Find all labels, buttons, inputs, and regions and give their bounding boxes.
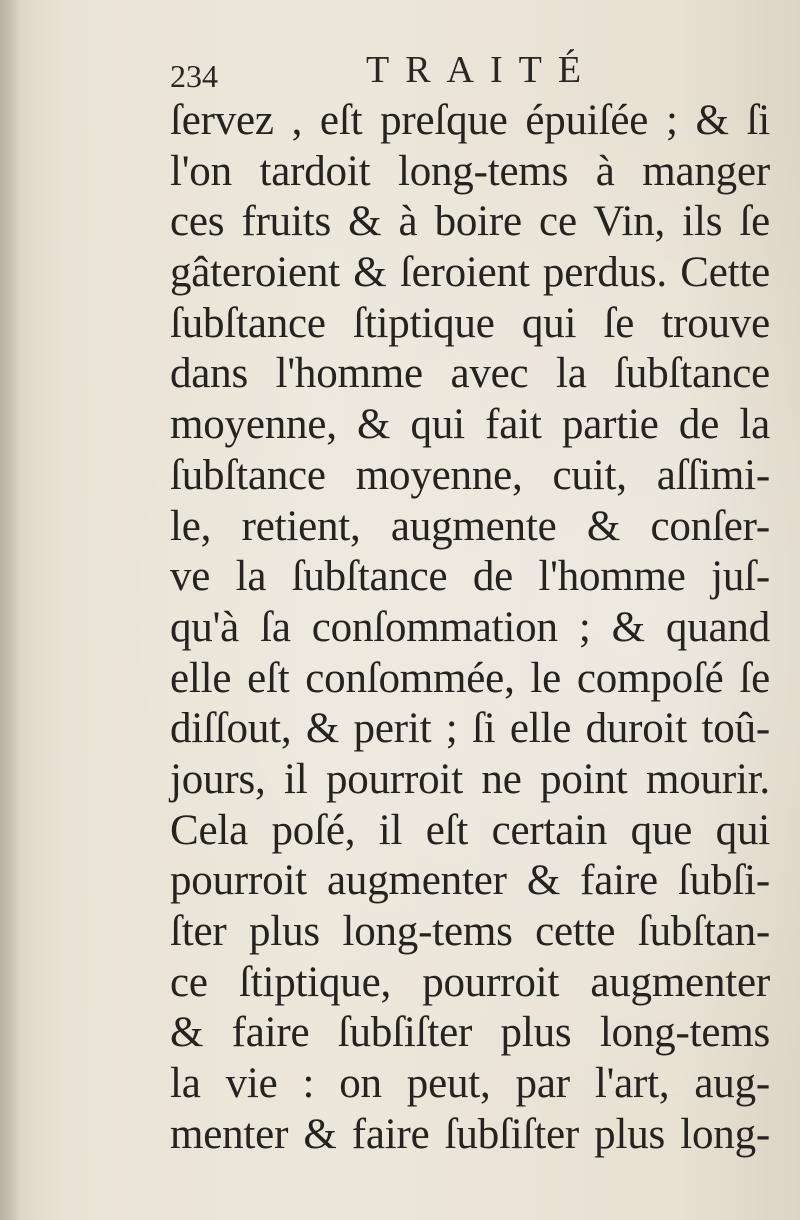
text-line: ce ſtiptique, pourroit augmenter — [170, 958, 770, 1006]
text-line: gâteroient & ſeroient perdus. Cette — [170, 249, 770, 297]
text-line: la vie : on peut, par l'art, aug- — [170, 1060, 770, 1108]
text-line: ſter plus long-tems cette ſubſtan- — [170, 908, 770, 955]
text-line: ſervez , eſt preſque épuiſée ; & ſi — [170, 97, 770, 144]
text-line: ſubſtance moyenne, cuit, aſſimi- — [170, 451, 770, 499]
text-line: & faire ſubſiſter plus long-tems — [170, 1009, 770, 1057]
text-line: l'on tardoit long-tems à manger — [170, 147, 770, 195]
text-line: jours, il pourroit ne point mourir. — [170, 755, 770, 803]
text-line: le, retient, augmente & conſer- — [170, 502, 770, 550]
text-line: ve la ſubſtance de l'homme juſ- — [170, 553, 770, 601]
page-header — [170, 48, 760, 98]
text-line: dans l'homme avec la ſubſtance — [170, 350, 770, 398]
text-line: Cela poſé, il eſt certain que qui — [170, 806, 770, 854]
text-line: pourroit augmenter & faire ſubſi- — [170, 857, 770, 905]
spine-shadow — [0, 0, 22, 1220]
text-line: moyenne, & qui fait partie de la — [170, 401, 770, 449]
text-line: ſubſtance ſtiptique qui ſe trouve — [170, 299, 770, 347]
text-line: elle eſt conſommée, le compoſé ſe — [170, 654, 770, 702]
page-number: 234 — [170, 58, 218, 94]
text-body — [170, 96, 770, 1160]
running-head: TRAITÉ — [366, 49, 598, 91]
text-line: qu'à ſa conſommation ; & quand — [170, 603, 770, 651]
text-line: menter & faire ſubſiſter plus long- — [170, 1110, 770, 1158]
text-line: ces fruits & à boire ce Vin, ils ſe — [170, 198, 770, 246]
text-line: diſſout, & perit ; ſi elle duroit toû- — [170, 705, 770, 753]
